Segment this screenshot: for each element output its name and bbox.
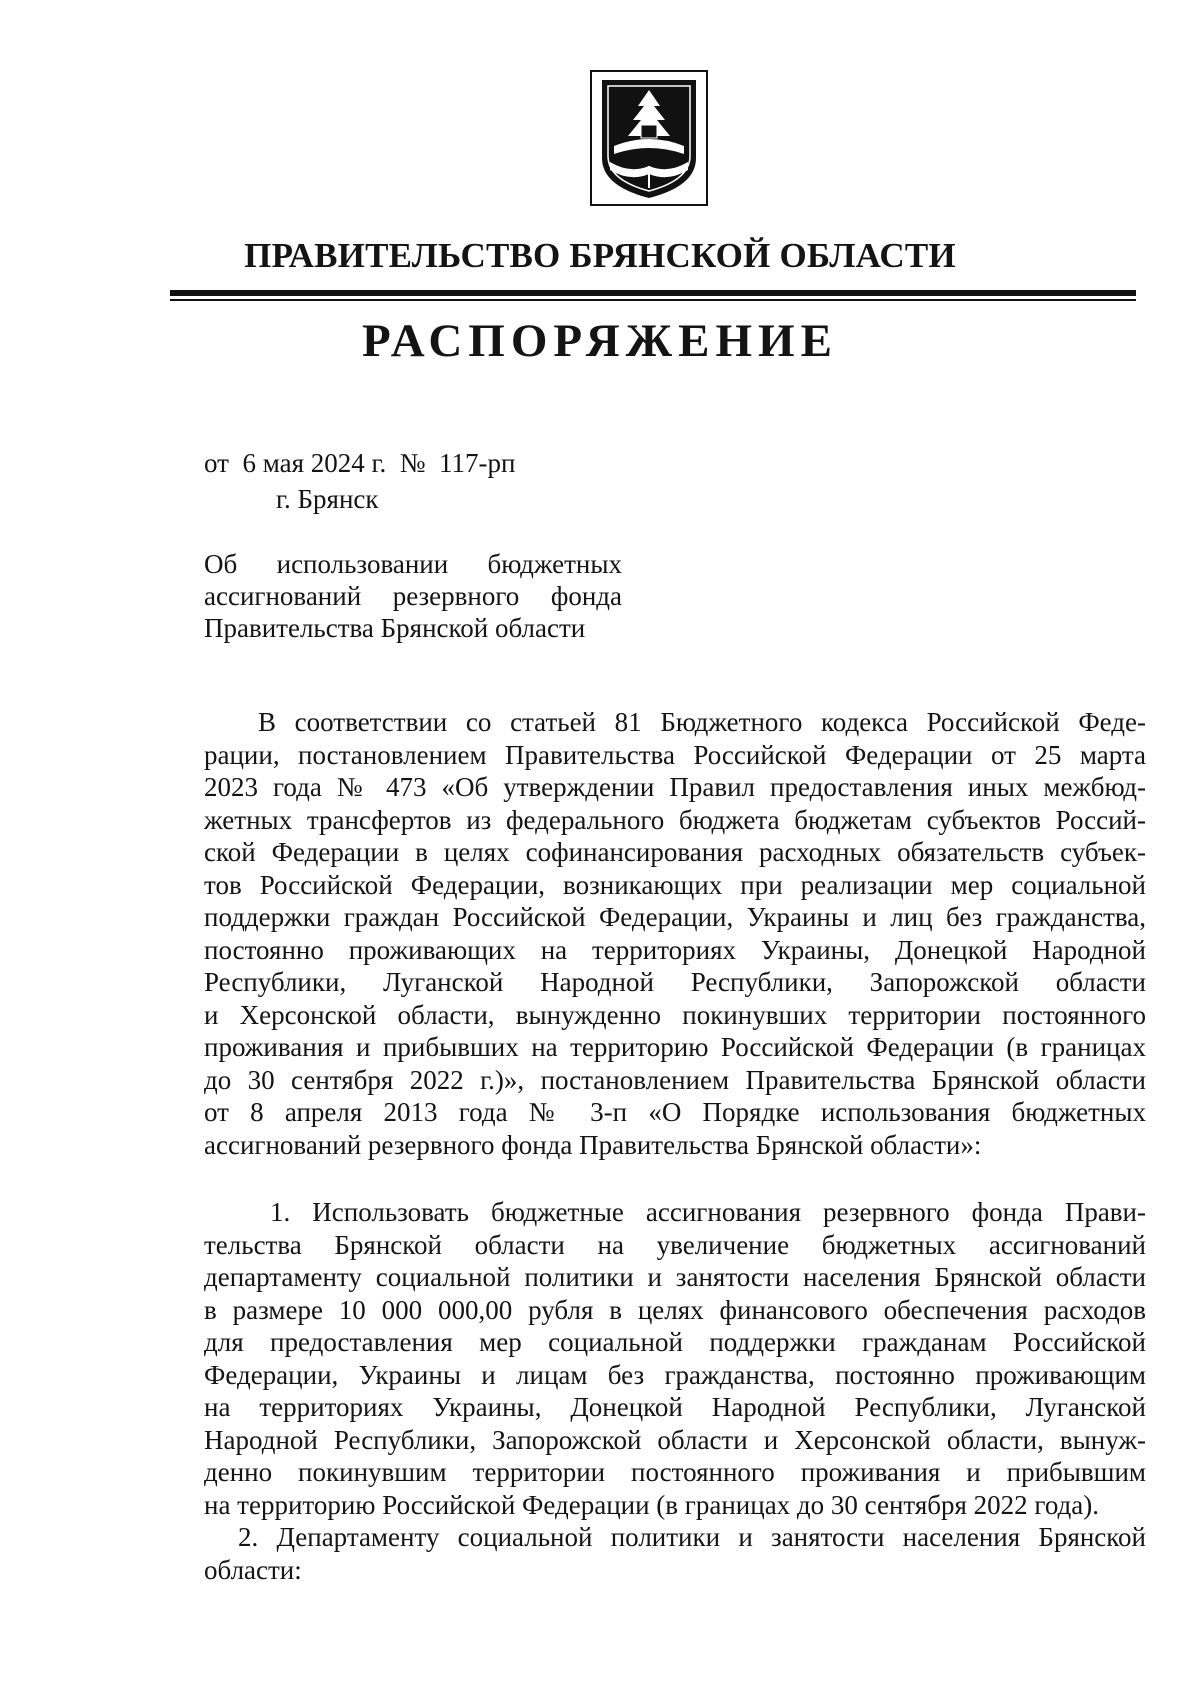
bryansk-coat-of-arms-icon (590, 70, 708, 206)
paragraph-line: на территориях Украины, Донецкой Народной Республики, Луганской (204, 1392, 1146, 1422)
paragraph-line: департаменту социальной политики и занятости населения Брянской области (204, 1262, 1146, 1292)
paragraph-line: Республики, Луганской Народной Республики, Запорожской области (204, 967, 1146, 997)
paragraph-line: ской Федерации в целях софинансирования расходных обязательств субъек- (204, 837, 1146, 867)
paragraph-line: жетных трансфертов из федерального бюджета бюджетам субъектов Россий- (204, 804, 1146, 835)
paragraph-line: 1. Использовать бюджетные ассигнования резервного фонда Прави- (270, 1197, 1146, 1227)
document-type-title: РАСПОРЯЖЕНИЕ (362, 315, 838, 367)
paragraph-line: от 8 апреля 2013 года № 3-п «О Порядке использования бюджетных (204, 1097, 1146, 1127)
paragraph-line: области: (204, 1554, 302, 1585)
subject-line: Об использовании бюджетных (204, 549, 622, 579)
paragraph-line: Народной Республики, Запорожской области и Херсонской области, вынуж- (204, 1424, 1146, 1455)
paragraph-line: на территорию Российской Федерации (в границах до 30 сентября 2022 года). (204, 1489, 1100, 1520)
paragraph-line: постоянно проживающих на территориях Украины, Донецкой Народной (204, 934, 1146, 965)
header-rule-thin (170, 299, 1136, 301)
organization-title: ПРАВИТЕЛЬСТВО БРЯНСКОЙ ОБЛАСТИ (244, 236, 956, 275)
paragraph-line: ассигнований резервного фонда Правительства Брянской области»: (204, 1129, 982, 1160)
paragraph-line: и Херсонской области, вынужденно покинувших территории постоянного (204, 999, 1146, 1030)
preamble-paragraph (204, 706, 1146, 1161)
coat-of-arms-emblem (590, 70, 708, 206)
subject-line: ассигнований резервного фонда (204, 581, 622, 611)
paragraph-line: проживания и прибывших на территорию Российской Федерации (в границах (204, 1032, 1146, 1062)
paragraph-line: поддержки граждан Российской Федерации, Украины и лиц без гражданства, (204, 902, 1146, 932)
paragraph-line: тельства Брянской области на увеличение бюджетных ассигнований (204, 1229, 1146, 1260)
paragraph-line: в размере 10 000 000,00 рубля в целях финансового обеспечения расходов (204, 1294, 1146, 1325)
paragraph-line: до 30 сентября 2022 г.)», постановлением Правительства Брянской области (204, 1064, 1146, 1095)
paragraph-line: 2. Департаменту социальной политики и занятости населения Брянской (238, 1522, 1146, 1552)
item-2-paragraph (204, 1521, 1146, 1586)
item-1-paragraph (204, 1196, 1146, 1521)
subject-line: Правительства Брянской области (204, 613, 586, 643)
document-subject (204, 548, 622, 644)
paragraph-line: 2023 года № 473 «Об утверждении Правил предоставления иных межбюд- (204, 772, 1146, 802)
paragraph-line: В соответствии со статьей 81 Бюджетного кодекса Российской Феде- (258, 707, 1146, 737)
document-date-number: от 6 мая 2024 г. № 117-рп (204, 448, 516, 478)
paragraph-line: денно покинувшим территории постоянного проживания и прибывшим (204, 1457, 1146, 1487)
paragraph-line: рации, постановлением Правительства Российской Федерации от 25 марта (204, 739, 1146, 770)
paragraph-line: для предоставления мер социальной поддержки гражданам Российской (204, 1327, 1146, 1357)
header-rule-thick (170, 290, 1136, 296)
paragraph-line: тов Российской Федерации, возникающих при реализации мер социальной (204, 869, 1146, 900)
document-city: г. Брянск (276, 484, 379, 514)
paragraph-line: Федерации, Украины и лицам без гражданства, постоянно проживающим (204, 1359, 1146, 1390)
